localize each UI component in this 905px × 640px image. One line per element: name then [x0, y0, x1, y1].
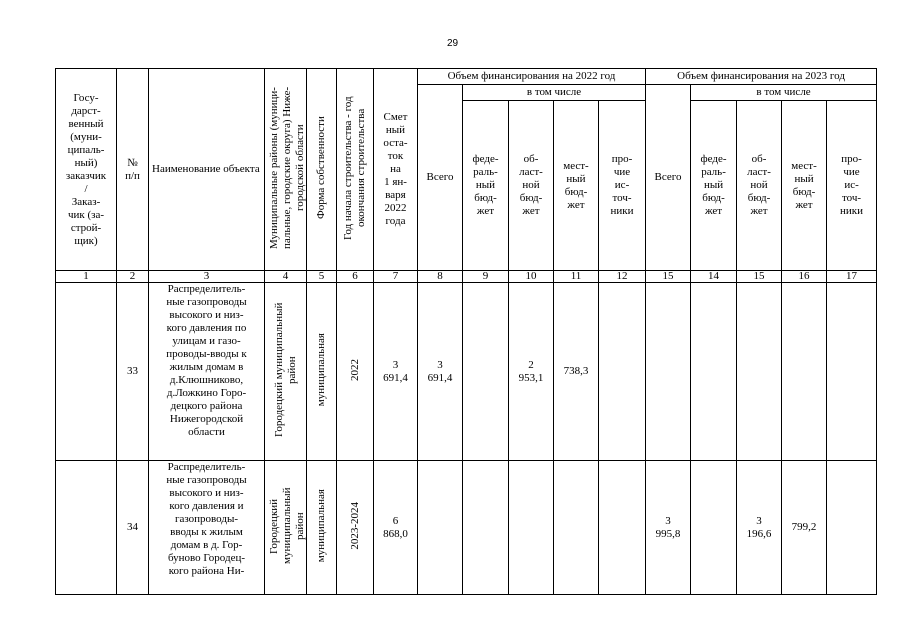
row-2023-total: 3 995,8 [646, 461, 691, 595]
construction-financing-table [55, 68, 877, 595]
column-number: 7 [374, 271, 418, 283]
row-district-cell [265, 461, 307, 595]
row-2022-other [599, 461, 646, 595]
row-2022-total [418, 461, 463, 595]
row-index: 33 [117, 283, 149, 461]
row-remainder: 6 868,0 [374, 461, 418, 595]
row-2023-other [827, 461, 877, 595]
column-number: 10 [509, 271, 554, 283]
header-districts-cell [265, 69, 307, 271]
row-index: 34 [117, 461, 149, 595]
row-years-cell [337, 461, 374, 595]
row-2023-federal [691, 283, 737, 461]
header-2022-regional: об- ласт- ной бюд- жет [509, 101, 554, 271]
header-ownership-cell [307, 69, 337, 271]
row-2022-total: 3 691,4 [418, 283, 463, 461]
row-2023-local [782, 283, 827, 461]
row-2022-regional [509, 461, 554, 595]
header-2022-local: мест- ный бюд- жет [554, 101, 599, 271]
header-remainder: Смет ный оста- ток на 1 ян- варя 2022 года [374, 69, 418, 271]
header-financing-2023: Объем финансирования на 2023 год [646, 69, 877, 85]
row-ownership-cell [307, 283, 337, 461]
header-2023-total: Всего [646, 85, 691, 271]
column-number: 5 [307, 271, 337, 283]
row-2023-other [827, 283, 877, 461]
column-number: 15 [646, 271, 691, 283]
header-years-cell [337, 69, 374, 271]
column-number: 16 [782, 271, 827, 283]
row-2022-regional: 2 953,1 [509, 283, 554, 461]
header-2022-including: в том числе [463, 85, 646, 101]
header-row-1 [56, 69, 877, 85]
header-object-name: Наименование объекта [149, 69, 265, 271]
header-customer: Госу- дарст- венный (муни- ципаль- ный) заказчик / Заказ- чик (за- строй- щик) [56, 69, 117, 271]
row-object-name: Распределитель- ные газопроводы высокого и низ- кого давления по улицам и газо- проводы-вводы к жилым домам в д.Клюшниково, д.Ложкино Горо- децкого района Нижегородской области [149, 283, 265, 461]
row-remainder: 3 691,4 [374, 283, 418, 461]
header-2022-federal: феде- раль- ный бюд- жет [463, 101, 509, 271]
page-number: 29 [446, 38, 459, 49]
column-number: 15 [737, 271, 782, 283]
row-years: 2023-2024 [348, 501, 361, 550]
row-2023-local: 799,2 [782, 461, 827, 595]
table-row [56, 283, 877, 461]
header-2022-total: Всего [418, 85, 463, 271]
column-number: 3 [149, 271, 265, 283]
column-number: 2 [117, 271, 149, 283]
header-2022-other: про- чие ис- точ- ники [599, 101, 646, 271]
row-2022-other [599, 283, 646, 461]
column-number: 1 [56, 271, 117, 283]
column-number: 9 [463, 271, 509, 283]
row-ownership: муниципальная [315, 332, 327, 407]
header-districts: Муниципальные районы (муници-пальные, городские округа) Ниже-городской области [268, 86, 306, 249]
table-row [56, 461, 877, 595]
header-2023-including: в том числе [691, 85, 877, 101]
row-2022-local: 738,3 [554, 283, 599, 461]
row-2023-total [646, 283, 691, 461]
row-district-cell [265, 283, 307, 461]
row-2022-federal [463, 283, 509, 461]
header-2023-other: про- чие ис- точ- ники [827, 101, 877, 271]
header-2023-federal: феде- раль- ный бюд- жет [691, 101, 737, 271]
row-2022-local [554, 461, 599, 595]
column-number: 6 [337, 271, 374, 283]
row-2022-federal [463, 461, 509, 595]
row-2023-regional [737, 283, 782, 461]
header-2023-regional: об- ласт- ной бюд- жет [737, 101, 782, 271]
row-ownership: муниципальная [315, 488, 327, 563]
row-years-cell [337, 283, 374, 461]
header-index: № п/п [117, 69, 149, 271]
row-object-name: Распределитель- ные газопроводы высокого и низ- кого давления и газопроводы- вводы к жилым домам в д. Гор- буново Городец- кого района Ни- [149, 461, 265, 595]
column-number: 17 [827, 271, 877, 283]
row-2023-regional: 3 196,6 [737, 461, 782, 595]
row-ownership-cell [307, 461, 337, 595]
row-customer [56, 461, 117, 595]
row-years: 2022 [348, 358, 361, 381]
row-district: Городецкий муниципальный район [272, 302, 298, 437]
header-2023-local: мест- ный бюд- жет [782, 101, 827, 271]
row-customer [56, 283, 117, 461]
header-ownership: Форма собственности [315, 116, 327, 219]
row-district: Городецкий муниципальный район [268, 487, 306, 564]
header-financing-2022: Объем финансирования на 2022 год [418, 69, 646, 85]
column-number: 8 [418, 271, 463, 283]
column-number: 11 [554, 271, 599, 283]
column-number-row [56, 271, 877, 283]
column-number: 12 [599, 271, 646, 283]
column-number: 4 [265, 271, 307, 283]
row-2023-federal [691, 461, 737, 595]
column-number: 14 [691, 271, 737, 283]
header-years: Год начала строительства - год окончания строительства [342, 95, 367, 240]
